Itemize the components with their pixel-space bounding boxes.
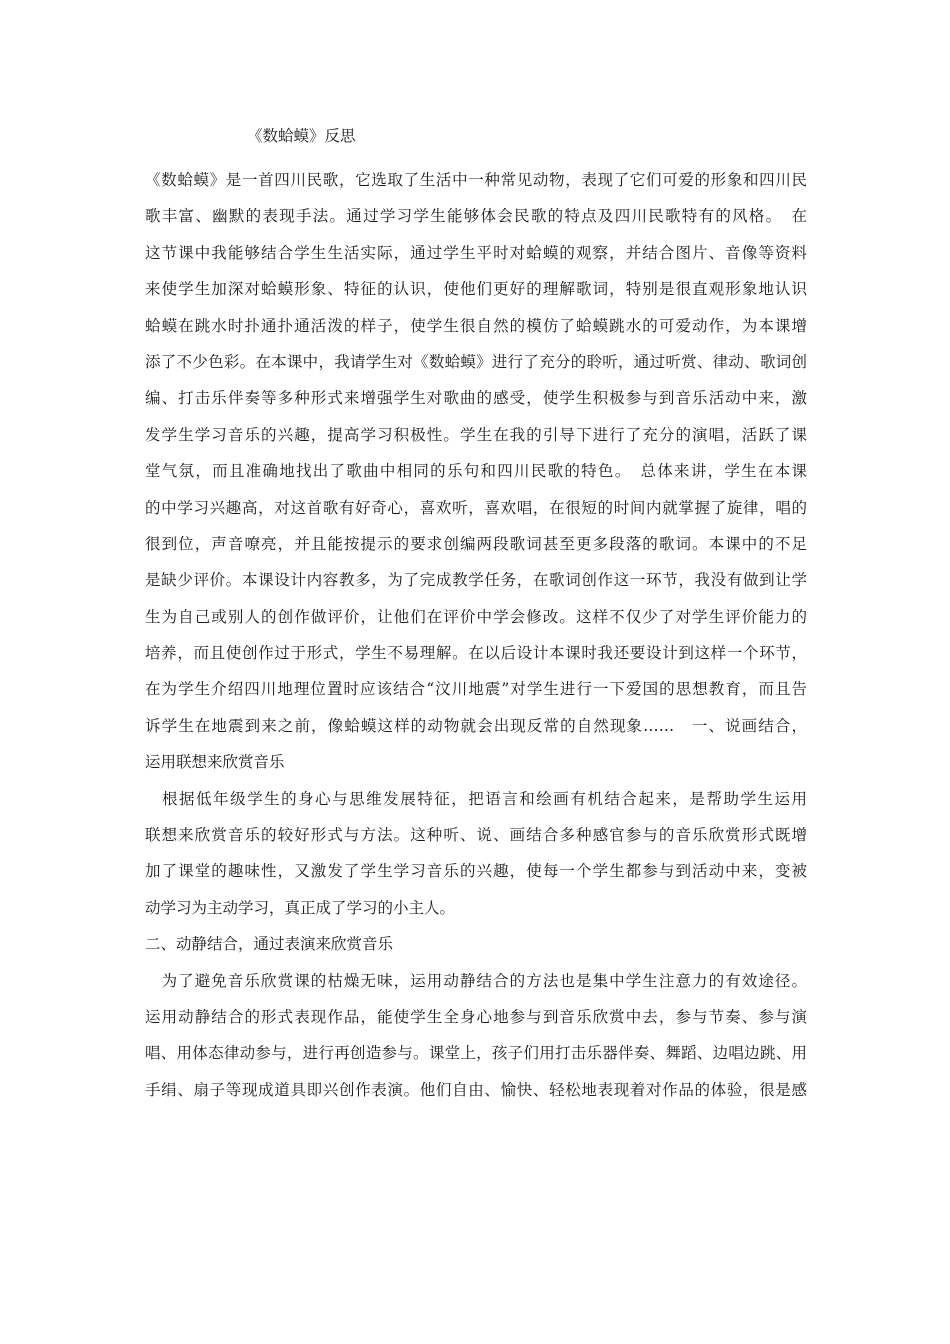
body-line: 蛤蟆在跳水时扑通扑通活泼的样子，使学生很自然的模仿了蛤蟆跳水的可爱动作，为本课增 bbox=[145, 316, 807, 335]
body-line: 发学生学习音乐的兴趣，提高学习积极性。学生在我的引导下进行了充分的演唱，活跃了课 bbox=[145, 425, 807, 444]
body-line: 手绢、扇子等现成道具即兴创作表演。他们自由、愉快、轻松地表现着对作品的体验，很是感 bbox=[145, 1080, 807, 1099]
body-line: 运用联想来欣赏音乐 bbox=[145, 753, 285, 772]
body-line: 歌丰富、幽默的表现手法。通过学习学生能够体会民歌的特点及四川民歌特有的风格。 在 bbox=[145, 207, 807, 226]
body-line: 运用动静结合的形式表现作品，能使学生全身心地参与到音乐欣赏中去，参与节奏、参与演 bbox=[145, 1007, 807, 1026]
body-line: 根据低年级学生的身心与思维发展特征，把语言和绘画有机结合起来，是帮助学生运用 bbox=[145, 789, 807, 808]
body-line: 联想来欣赏音乐的较好形式与方法。这种听、说、画结合多种感官参与的音乐欣赏形式既增 bbox=[145, 826, 807, 845]
body-line: 堂气氛，而且准确地找出了歌曲中相同的乐句和四川民歌的特色。 总体来讲，学生在本课 bbox=[145, 462, 807, 481]
body-line: 这节课中我能够结合学生生活实际，通过学生平时对蛤蟆的观察，并结合图片、音像等资料 bbox=[145, 243, 807, 262]
body-line: 的中学习兴趣高，对这首歌有好奇心，喜欢听，喜欢唱，在很短的时间内就掌握了旋律，唱的 bbox=[145, 498, 807, 517]
body-line: 是缺少评价。本课设计内容教多，为了完成教学任务，在歌词创作这一环节，我没有做到让学 bbox=[145, 571, 807, 590]
body-line: 在为学生介绍四川地理位置时应该结合“汶川地震”对学生进行一下爱国的思想教育，而且告 bbox=[145, 680, 807, 699]
body-line: 诉学生在地震到来之前，像蛤蟆这样的动物就会出现反常的自然现象…… 一、说画结合， bbox=[145, 716, 807, 735]
body-line: 唱、用体态律动参与，进行再创造参与。课堂上，孩子们用打击乐器伴奏、舞蹈、边唱边跳、用 bbox=[145, 1044, 807, 1063]
body-line: 动学习为主动学习，真正成了学习的小主人。 bbox=[145, 898, 456, 917]
body-line: 编、打击乐伴奏等多种形式来增强学生对歌曲的感受，使学生积极参与到音乐活动中来，激 bbox=[145, 389, 807, 408]
body-line: 添了不少色彩。在本课中，我请学生对《数蛤蟆》进行了充分的聆听，通过听赏、律动、歌词创 bbox=[145, 352, 807, 371]
body-line: 加了课堂的趣味性，又激发了学生学习音乐的兴趣，使每一个学生都参与到活动中来，变被 bbox=[145, 862, 807, 881]
body-line: 来使学生加深对蛤蟆形象、特征的认识，使他们更好的理解歌词，特别是很直观形象地认识 bbox=[145, 280, 807, 299]
document-title: 《数蛤蟆》反思 bbox=[247, 127, 356, 145]
body-line: 为了避免音乐欣赏课的枯燥无味，运用动静结合的方法也是集中学生注意力的有效途径。 bbox=[145, 971, 807, 990]
body-line: 《数蛤蟆》是一首四川民歌，它选取了生活中一种常见动物，表现了它们可爱的形象和四川民 bbox=[145, 171, 807, 189]
body-line: 培养，而且使创作过于形式，学生不易理解。在以后设计本课时我还要设计到这样一个环节， bbox=[145, 644, 807, 663]
body-line: 生为自己或别人的创作做评价，让他们在评价中学会修改。这样不仅少了对学生评价能力的 bbox=[145, 607, 807, 626]
document-body bbox=[145, 162, 807, 1108]
section-heading: 二、动静结合，通过表演来欣赏音乐 bbox=[145, 935, 394, 954]
body-line: 很到位，声音嘹亮，并且能按提示的要求创编两段歌词甚至更多段落的歌词。本课中的不足 bbox=[145, 534, 807, 553]
